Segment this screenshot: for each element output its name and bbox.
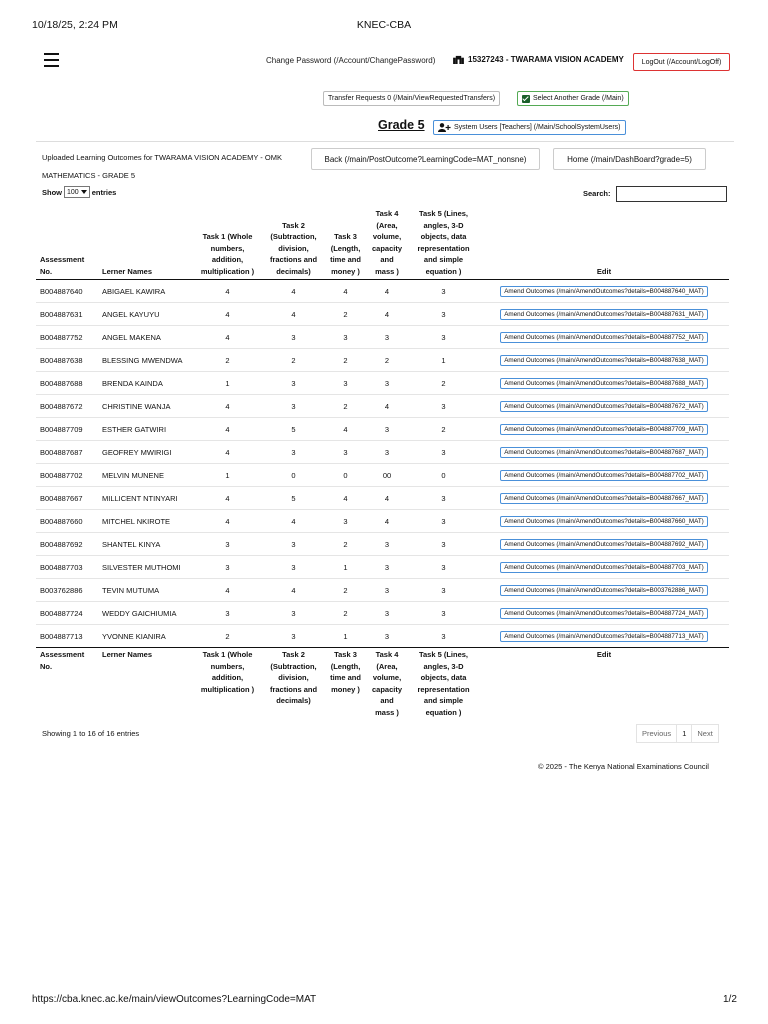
task-3-score: 4: [325, 418, 366, 441]
col-header-task-4[interactable]: Task 4 (Area, volume, capacity and mass ): [366, 206, 408, 280]
amend-outcomes-button[interactable]: Amend Outcomes (/main/AmendOutcomes?details=B004887713_MAT): [500, 631, 708, 642]
amend-outcomes-button[interactable]: Amend Outcomes (/main/AmendOutcomes?details=B004887703_MAT): [500, 562, 708, 573]
edit-cell: [479, 326, 729, 349]
check-icon: [522, 95, 530, 103]
entries-select[interactable]: [64, 186, 90, 198]
page-title: Grade 5: [378, 118, 425, 132]
task-1-score: 4: [193, 326, 262, 349]
assessment-no-cell: B004887709: [36, 418, 98, 441]
assessment-no-cell: B004887724: [36, 602, 98, 625]
task-4-score: 3: [366, 556, 408, 579]
task-4-score: 3: [366, 533, 408, 556]
col-header-learner-names[interactable]: Lerner Names: [98, 206, 193, 280]
edit-cell: [479, 418, 729, 441]
print-title: KNEC-CBA: [356, 19, 412, 31]
table-row: [36, 395, 729, 418]
learner-name-cell: ANGEL KAYUYU: [98, 303, 193, 326]
table-row: [36, 625, 729, 648]
task-1-score: 2: [193, 349, 262, 372]
learner-name-cell: GEOFREY MWIRIGI: [98, 441, 193, 464]
task-2-score: 5: [262, 487, 325, 510]
table-row: [36, 441, 729, 464]
menu-icon[interactable]: [44, 53, 59, 67]
add-user-icon: [438, 123, 451, 132]
foot-header-task-2: Task 2 (Subtraction, division, fractions and decimals): [262, 648, 325, 721]
task-4-score: 3: [366, 326, 408, 349]
task-3-score: 2: [325, 602, 366, 625]
amend-outcomes-button[interactable]: Amend Outcomes (/main/AmendOutcomes?details=B004887702_MAT): [500, 470, 708, 481]
chevron-down-icon: [81, 190, 87, 194]
learner-name-cell: BLESSING MWENDWA: [98, 349, 193, 372]
task-2-score: 3: [262, 533, 325, 556]
task-4-score: 4: [384, 286, 390, 296]
learner-name-cell: CHRISTINE WANJA: [98, 395, 193, 418]
learner-name-cell: SILVESTER MUTHOMI: [98, 556, 193, 579]
task-1-score: 4: [193, 579, 262, 602]
edit-cell: [479, 556, 729, 579]
table-row: [36, 372, 729, 395]
task-4-score: 3: [366, 418, 408, 441]
assessment-no-cell: B004887638: [36, 349, 98, 372]
task-5-score: 3: [408, 625, 479, 648]
table-row: [36, 533, 729, 556]
task-1-score: 2: [193, 625, 262, 648]
assessment-no-cell: B004887688: [36, 372, 98, 395]
task-4-score: 3: [366, 372, 408, 395]
print-url: https://cba.knec.ac.ke/main/viewOutcomes?LearningCode=MAT: [32, 994, 317, 1005]
task-1-score: 4: [193, 487, 262, 510]
amend-outcomes-button[interactable]: Amend Outcomes (/main/AmendOutcomes?details=B004887709_MAT): [500, 424, 708, 435]
change-password-link[interactable]: Change Password (/Account/ChangePassword): [266, 56, 436, 65]
task-3-score: 2: [325, 395, 366, 418]
amend-outcomes-button[interactable]: Amend Outcomes (/main/AmendOutcomes?details=B004887724_MAT): [500, 608, 708, 619]
edit-cell: [479, 464, 729, 487]
assessment-no-cell: B004887687: [36, 441, 98, 464]
task-3-score: 0: [325, 464, 366, 487]
assessment-no-cell: B004887703: [36, 556, 98, 579]
edit-cell: [479, 372, 729, 395]
task-4-score: 4: [366, 303, 408, 326]
print-header: [0, 0, 768, 40]
task-2-score: 4: [262, 510, 325, 533]
table-row: [36, 303, 729, 326]
next-button[interactable]: Next: [697, 729, 713, 738]
task-2-score: 3: [262, 625, 325, 648]
table-row: [36, 464, 729, 487]
assessment-no-cell: B004887702: [36, 464, 98, 487]
task-2-score: 5: [262, 418, 325, 441]
edit-cell: [479, 349, 729, 372]
task-5-score: 2: [408, 418, 479, 441]
foot-header-task-1: Task 1 (Whole numbers, addition, multiplication ): [193, 648, 262, 721]
task-4-score: 3: [366, 625, 408, 648]
task-2-score: 2: [262, 349, 325, 372]
task-3-score: 3: [325, 326, 366, 349]
task-4-score: 4: [366, 487, 408, 510]
task-3-score: 4: [343, 286, 348, 296]
task-2-score: 3: [262, 395, 325, 418]
task-4-score: 2: [366, 349, 408, 372]
task-4-score: 3: [366, 602, 408, 625]
edit-cell: [479, 487, 729, 510]
col-header-task-5[interactable]: Task 5 (Lines, angles, 3-D objects, data representation and simple equation ): [408, 206, 479, 280]
transfer-requests-button[interactable]: [323, 91, 500, 106]
task-1-score: 3: [193, 556, 262, 579]
outcomes-table: [36, 206, 729, 720]
task-1-score: 1: [193, 372, 262, 395]
learner-name-cell: SHANTEL KINYA: [98, 533, 193, 556]
school-label: [453, 55, 624, 64]
task-5-score: 0: [408, 464, 479, 487]
task-2-score: 4: [262, 303, 325, 326]
task-1-score: 4: [225, 286, 230, 296]
task-1-score: 4: [193, 441, 262, 464]
task-2-score: 4: [291, 286, 296, 296]
task-2-score: 3: [262, 326, 325, 349]
task-1-score: 3: [193, 533, 262, 556]
col-header-task-3[interactable]: Task 3 (Length, time and money ): [325, 206, 366, 280]
task-3-score: 2: [325, 303, 366, 326]
task-4-score: 3: [366, 579, 408, 602]
task-5-score: 3: [408, 326, 479, 349]
assessment-no-cell: B004887640: [40, 286, 83, 296]
foot-header-task-3: Task 3 (Length, time and money ): [325, 648, 366, 721]
task-1-score: 4: [193, 303, 262, 326]
assessment-no-cell: B003762886: [36, 579, 98, 602]
table-row: [36, 349, 729, 372]
table-info: Showing 1 to 16 of 16 entries: [42, 729, 140, 738]
task-1-score: 4: [193, 510, 262, 533]
task-5-score: 3: [408, 395, 479, 418]
edit-cell: [479, 533, 729, 556]
task-2-score: 3: [262, 602, 325, 625]
assessment-no-cell: B004887692: [36, 533, 98, 556]
uploaded-outcomes-heading: Uploaded Learning Outcomes for TWARAMA VISION ACADEMY - OMK MATHEMATICS - GRADE 5: [42, 153, 282, 180]
entries-label: entries: [91, 187, 117, 197]
amend-outcomes-button[interactable]: Amend Outcomes (/main/AmendOutcomes?details=B004887687_MAT): [500, 447, 708, 458]
table-row: [36, 510, 729, 533]
task-5-score: 3: [408, 510, 479, 533]
learner-name-cell: BRENDA KAINDA: [98, 372, 193, 395]
table-header-row: [36, 206, 729, 280]
amend-outcomes-button[interactable]: Amend Outcomes (/main/AmendOutcomes?details=B004887752_MAT): [500, 332, 708, 343]
system-users-label: System Users [Teachers] (/Main/SchoolSystemUsers): [454, 124, 621, 131]
amend-outcomes-button[interactable]: Amend Outcomes (/main/AmendOutcomes?details=B004887667_MAT): [500, 493, 708, 504]
task-1-score: 4: [193, 418, 262, 441]
previous-button[interactable]: Previous: [642, 729, 672, 738]
pagination: [636, 724, 719, 743]
assessment-no-cell: B004887752: [36, 326, 98, 349]
task-3-score: 1: [325, 556, 366, 579]
task-5-score: 3: [408, 441, 479, 464]
task-3-score: 4: [325, 487, 366, 510]
learner-name-cell: ANGEL MAKENA: [98, 326, 193, 349]
assessment-no-cell: B004887631: [36, 303, 98, 326]
amend-outcomes-button[interactable]: Amend Outcomes (/main/AmendOutcomes?details=B004887638_MAT): [500, 355, 708, 366]
task-1-score: 1: [193, 464, 262, 487]
task-3-score: 2: [325, 533, 366, 556]
amend-outcomes-button[interactable]: Amend Outcomes (/main/AmendOutcomes?details=B004887692_MAT): [500, 539, 708, 550]
table-footer-row: [36, 648, 729, 721]
select-grade-label: Select Another Grade (/Main): [533, 95, 624, 102]
show-entries: [42, 186, 116, 198]
amend-outcomes-button[interactable]: Amend Outcomes (/main/AmendOutcomes?details=B004887631_MAT): [500, 309, 708, 320]
edit-cell: [479, 625, 729, 648]
foot-header-learner-names: Lerner Names: [98, 648, 193, 721]
logout-label: LogOut (/Account/LogOff): [641, 58, 722, 66]
entries-value: 100: [67, 188, 79, 196]
foot-header-assessment-no: Assessment No.: [36, 648, 98, 721]
learner-name-cell: MITCHEL NKIROTE: [98, 510, 193, 533]
table-row: [36, 602, 729, 625]
page-1-button[interactable]: 1: [676, 725, 692, 742]
search-label: Search:: [583, 189, 611, 198]
task-4-score: 00: [366, 464, 408, 487]
school-name: 15327243 - TWARAMA VISION ACADEMY: [468, 55, 624, 64]
select-grade-button[interactable]: [517, 91, 629, 106]
edit-cell: [479, 602, 729, 625]
task-2-score: 3: [262, 441, 325, 464]
task-1-score: 3: [193, 602, 262, 625]
home-button[interactable]: [553, 148, 706, 170]
learner-name-cell: WEDDY GAICHIUMIA: [98, 602, 193, 625]
foot-header-task-4: Task 4 (Area, volume, capacity and mass ): [366, 648, 408, 721]
copyright: © 2025 - The Kenya National Examinations Council: [538, 762, 709, 771]
learner-name-cell: TEVIN MUTUMA: [98, 579, 193, 602]
foot-header-task-5: Task 5 (Lines, angles, 3-D objects, data representation and simple equation ): [408, 648, 479, 721]
foot-header-edit: Edit: [479, 648, 729, 721]
task-3-score: 3: [325, 510, 366, 533]
task-5-score: 1: [408, 349, 479, 372]
task-5-score: 3: [408, 579, 479, 602]
print-page-number: 1/2: [723, 994, 737, 1005]
assessment-no-cell: B004887713: [36, 625, 98, 648]
amend-outcomes-button[interactable]: Amend Outcomes (/main/AmendOutcomes?details=B004887672_MAT): [500, 401, 708, 412]
task-5-score: 3: [408, 602, 479, 625]
table-row: [36, 556, 729, 579]
task-5-score: 3: [408, 533, 479, 556]
assessment-no-cell: B004887672: [36, 395, 98, 418]
show-label: Show: [42, 187, 62, 197]
col-header-edit[interactable]: Edit: [479, 206, 729, 280]
learner-name-cell: YVONNE KIANIRA: [98, 625, 193, 648]
learner-name-cell: ABIGAEL KAWIRA: [102, 286, 166, 296]
task-5-score: 3: [408, 556, 479, 579]
back-button-label: Back (/main/PostOutcome?LearningCode=MAT_nonsne): [324, 154, 527, 164]
task-1-score: 4: [193, 395, 262, 418]
task-5-score: 3: [441, 286, 446, 296]
task-4-score: 4: [366, 510, 408, 533]
col-header-task-1[interactable]: Task 1 (Whole numbers, addition, multiplication ): [193, 206, 262, 280]
school-icon: [453, 55, 464, 64]
task-5-score: 3: [408, 487, 479, 510]
task-2-score: 3: [262, 556, 325, 579]
edit-cell: [479, 579, 729, 602]
table-row: [36, 418, 729, 441]
task-5-score: 2: [408, 372, 479, 395]
print-datetime: 10/18/25, 2:24 PM: [32, 19, 118, 31]
table-row: [36, 326, 729, 349]
amend-outcomes-button[interactable]: Amend Outcomes (/main/AmendOutcomes?details=B004887640_MAT): [500, 286, 708, 297]
table-row: [36, 487, 729, 510]
system-users-button[interactable]: [433, 120, 626, 135]
learner-name-cell: MELVIN MUNENE: [98, 464, 193, 487]
back-button[interactable]: [311, 148, 540, 170]
task-2-score: 4: [262, 579, 325, 602]
amend-outcomes-button[interactable]: Amend Outcomes (/main/AmendOutcomes?details=B004887688_MAT): [500, 378, 708, 389]
task-5-score: 3: [408, 303, 479, 326]
task-4-score: 4: [366, 395, 408, 418]
assessment-no-cell: B004887660: [36, 510, 98, 533]
task-3-score: 2: [325, 579, 366, 602]
task-2-score: 3: [262, 372, 325, 395]
task-3-score: 2: [325, 349, 366, 372]
task-3-score: 3: [325, 441, 366, 464]
task-2-score: 0: [262, 464, 325, 487]
table-row: [36, 579, 729, 602]
divider: [36, 141, 734, 142]
assessment-no-cell: B004887667: [36, 487, 98, 510]
col-header-task-2[interactable]: Task 2 (Subtraction, division, fractions and decimals): [262, 206, 325, 280]
learner-name-cell: MILLICENT NTINYARI: [98, 487, 193, 510]
edit-cell: [479, 280, 729, 303]
task-4-score: 3: [366, 441, 408, 464]
col-header-assessment-no[interactable]: Assessment No.: [36, 206, 98, 280]
edit-cell: [479, 303, 729, 326]
logout-button[interactable]: [633, 53, 730, 71]
edit-cell: [479, 441, 729, 464]
edit-cell: [479, 395, 729, 418]
task-3-score: 1: [325, 625, 366, 648]
transfer-requests-label: Transfer Requests 0 (/Main/ViewRequestedTransfers): [328, 95, 496, 102]
task-3-score: 3: [325, 372, 366, 395]
edit-cell: [479, 510, 729, 533]
amend-outcomes-button[interactable]: Amend Outcomes (/main/AmendOutcomes?details=B003762886_MAT): [500, 585, 708, 596]
search-input[interactable]: [616, 186, 727, 202]
learner-name-cell: ESTHER GATWIRI: [98, 418, 193, 441]
amend-outcomes-button[interactable]: Amend Outcomes (/main/AmendOutcomes?details=B004887660_MAT): [500, 516, 708, 527]
table-row: [36, 280, 729, 303]
home-button-label: Home (/main/DashBoard?grade=5): [567, 154, 692, 164]
